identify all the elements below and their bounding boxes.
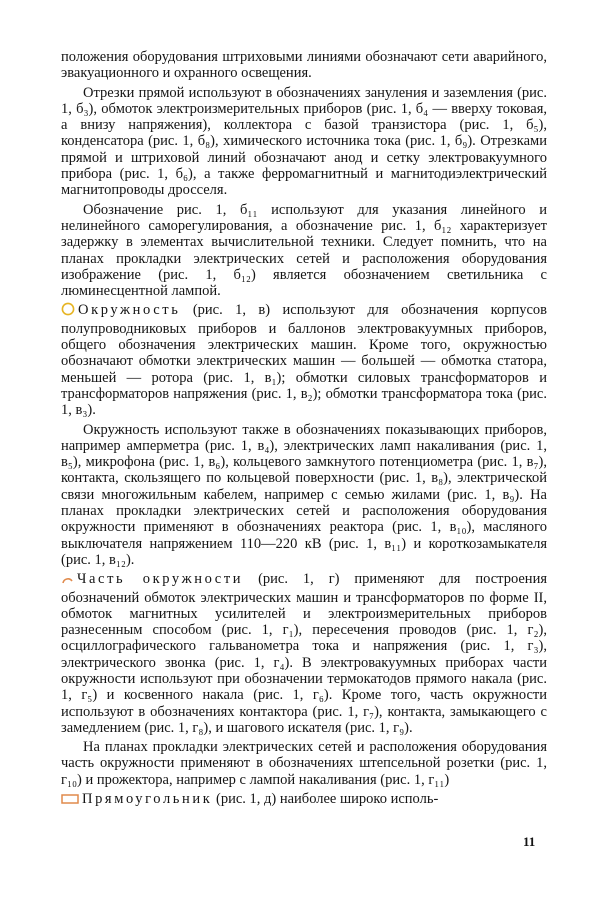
rectangle-icon xyxy=(61,793,79,809)
arc-icon xyxy=(61,573,74,589)
paragraph-3-text: (рис. 1, в) используют для обозначения корпусов полупроводниковых приборов и баллонов электровакуумных приборов, общего обозначения электрических машин. Кроме того, окружностью обозначают обмотки электрических машин — большей — обмотка статора, меньшей — ротора (рис. 1, в₁); обмотки силовых трансформаторов и трансформаторов напряжения (рис. 1, в₂); обмотки трансформатора тока (рис. 1, в₃). xyxy=(61,302,547,419)
paragraph-1: Отрезки прямой используют в обозначениях зануления и заземления (рис. 1, б₃), обмоток электроизмерительных приборов (рис. 1, б₄ — вверху токовая, а внизу напряжения), коллектора с базой транзистора (рис. 1, б₅), конденсатора (рис. 1, б₈), химического источника тока (рис. 1, б₉). Отрезками прямой и штриховой линий обозначают анод и сетку электровакуумного прибора (рис. 1, б₆), а также ферромагнитный и магнитодиэлектрический магнитопроводы дросселя. xyxy=(61,84,547,199)
page-number: 11 xyxy=(523,834,536,849)
term-circle: Окружность xyxy=(78,302,181,319)
paragraph-7 xyxy=(61,791,547,809)
paragraph-0: положения оборудования штриховыми линиями обозначают сети аварийного, эвакуационного и охранного освещения. xyxy=(61,49,547,82)
paragraph-6: На планах прокладки электрических сетей и расположения оборудования часть окружности применяют в обозначениях штепсельной розетки (рис. 1, г₁₀) и прожектора, например с лампой накаливания (рис. 1, г₁₁) xyxy=(61,739,547,788)
paragraph-7-text: (рис. 1, д) наиболее широко исполь- xyxy=(212,791,439,808)
term-arc: Часть окружности xyxy=(77,571,244,588)
paragraph-3 xyxy=(61,302,547,418)
paragraph-4: Окружность используют также в обозначениях показывающих приборов, например амперметра (рис. 1, в₄), электрических ламп накаливания (рис. 1, в₅), микрофона (рис. 1, в₆), кольцевого замкнутого потенциометра (рис. 1, в₇), контакта, скользящего по кольцевой поверхности (рис. 1, в₈), электрической связи многожильным кабелем, например с семью жилами (рис. 1, в₉). На планах прокладки электрических сетей и расположения оборудования окружности применяют в обозначениях реактора (рис. 1, в₁₀), масляного выключателя напряжением 110—220 кВ (рис. 1, в₁₁) и короткозамыкателя (рис. 1, в₁₂). xyxy=(61,421,547,568)
page-body xyxy=(61,49,547,809)
paragraph-5-text: (рис. 1, г) применяют для построения обозначений обмоток электрических машин и трансформаторов по форме II, обмоток магнитных усилителей и электроизмерительных приборов разнесенным способом (рис. 1, г₁), пересечения проводов (рис. 1, г₂), осциллографического гальванометра тока и напряжения (рис. 1, г₃), электрического звонка (рис. 1, г₄). В электровакуумных приборах части окружности используют при обозначении термокатодов прямого накала (рис. 1, г₅) и косвенного накала (рис. 1, г₆). Кроме того, часть окружности используют в обозначениях контактора (рис. 1, г₇), контакта, замыкающего с замедлением (рис. 1, г₈), и шагового искателя (рис. 1, г₉). xyxy=(61,571,547,736)
paragraph-5 xyxy=(61,571,547,736)
circle-icon xyxy=(61,302,75,320)
term-rectangle: Прямоугольник xyxy=(82,791,213,808)
paragraph-2: Обозначение рис. 1, б₁₁ используют для указания линейного и нелинейного саморегулирования, а обозначение рис. 1, б₁₂ характеризует задержку в элементах вычислительной техники. Следует помнить, что на планах прокладки электрических сетей и расположения оборудования изображение (рис. 1, б₁₂) является обозначением светильника с люминесцентной лампой. xyxy=(61,201,547,300)
